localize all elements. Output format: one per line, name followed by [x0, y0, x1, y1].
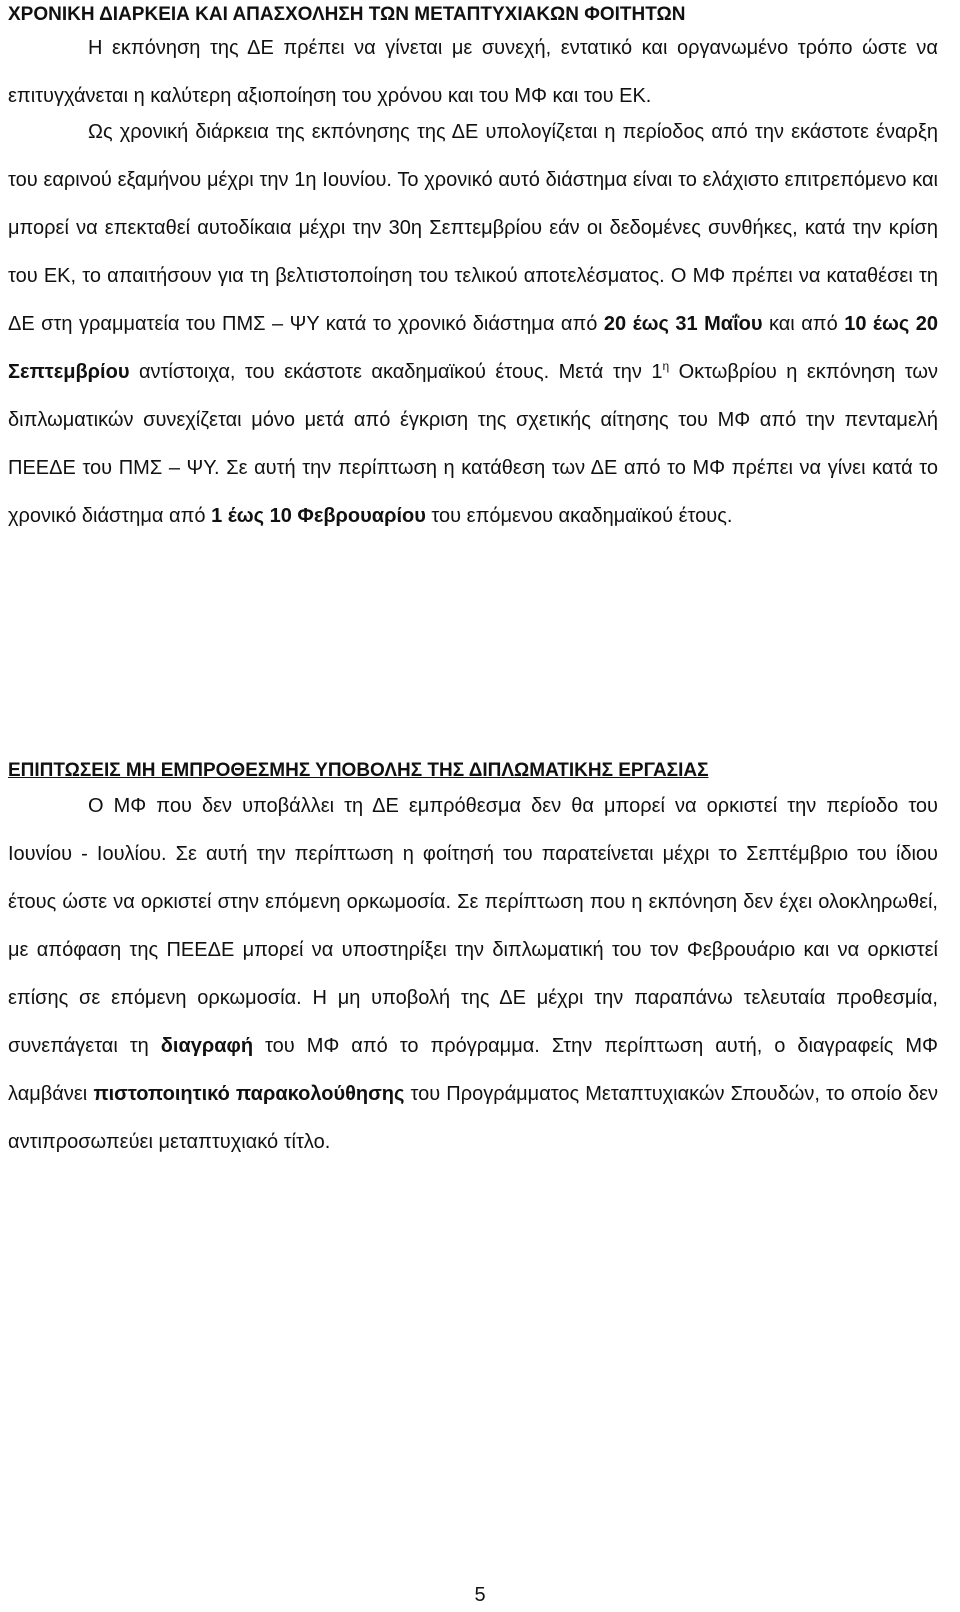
superscript: η	[662, 359, 670, 373]
text-run: αντίστοιχα, του εκάστοτε ακαδημαϊκού έτους. Μετά την 1	[129, 361, 663, 383]
paragraph-intro: Η εκπόνηση της ΔΕ πρέπει να γίνεται με συνεχή, εντατικό και οργανωμένο τρόπο ώστε να επιτυγχάνεται η καλύτερη αξιοποίηση του χρόνου και του ΜΦ και του ΕΚ.	[8, 37, 938, 107]
section-heading-duration: ΧΡΟΝΙΚΗ ΔΙΑΡΚΕΙΑ ΚΑΙ ΑΠΑΣΧΟΛΗΣΗ ΤΩΝ ΜΕΤΑΠΤΥΧΙΑΚΩΝ ΦΟΙΤΗΤΩΝ	[8, 4, 686, 25]
paragraph-duration	[8, 108, 938, 540]
paragraph-late-submission	[8, 782, 938, 1166]
bold-date-may: 20 έως 31 Μαΐου	[603, 313, 763, 335]
bold-term-deletion: διαγραφή	[160, 1035, 254, 1057]
text-run: Ως χρονική διάρκεια της εκπόνησης της ΔΕ υπολογίζεται η περίοδος από την εκάστοτε έναρξη του εαρινού εξαμήνου μέχρι την 1η Ιουνίου. Το χρονικό αυτό διάστημα είναι το ελάχιστο επιτρεπόμενο και μπορεί να επεκταθεί αυτοδίκαια μέχρι την 30η Σεπτεμβρίου εάν οι δεδομένες συνθήκες, κατά την κρίση του ΕΚ, το απαιτήσουν για τη βελτιστοποίηση του τελικού αποτελέσματος. Ο ΜΦ πρέπει να καταθέσει τη ΔΕ στη γραμματεία του ΠΜΣ – ΨΥ κατά το χρονικό διάστημα από	[8, 121, 938, 335]
text-run: και από	[762, 313, 845, 335]
text-run: Ο ΜΦ που δεν υποβάλλει τη ΔΕ εμπρόθεσμα δεν θα μπορεί να ορκιστεί την περίοδο του Ιουνίου - Ιουλίου. Σε αυτή την περίπτωση η φοίτησή του παρατείνεται μέχρι το Σεπτέμβριο του ίδιου έτους ώστε να ορκιστεί στην επόμενη ορκωμοσία. Σε περίπτωση που η εκπόνηση δεν έχει ολοκληρωθεί, με απόφαση της ΠΕΕΔΕ μπορεί να υποστηρίξει την διπλωματική του τον Φεβρουάριο και να ορκιστεί επίσης σε επόμενη ορκωμοσία. Η μη υποβολή της ΔΕ μέχρι την παραπάνω τελευταία προθεσμία, συνεπάγεται τη	[8, 795, 938, 1057]
bold-term-certificate: πιστοποιητικό παρακολούθησης	[93, 1083, 405, 1105]
bold-date-february: 1 έως 10 Φεβρουαρίου	[211, 505, 426, 527]
bold-date-september: 10 έως 20 Σεπτεμβρίου	[8, 313, 938, 383]
page-number: 5	[474, 1584, 486, 1606]
text-run: του Προγράμματος Μεταπτυχιακών Σπουδών, το οποίο δεν αντιπροσωπεύει μεταπτυχιακό τίτλο.	[8, 1083, 938, 1153]
text-run: του επόμενου ακαδημαϊκού έτους.	[425, 505, 733, 527]
text-run: του ΜΦ από το πρόγραμμα. Στην περίπτωση αυτή, ο διαγραφείς ΜΦ λαμβάνει	[8, 1035, 939, 1105]
section-heading-late-submission: ΕΠΙΠΤΩΣΕΙΣ ΜΗ ΕΜΠΡΟΘΕΣΜΗΣ ΥΠΟΒΟΛΗΣ ΤΗΣ ΔΙΠΛΩΜΑΤΙΚΗΣ ΕΡΓΑΣΙΑΣ	[8, 760, 709, 781]
text-run: Οκτωβρίου η εκπόνηση των διπλωματικών συνεχίζεται μόνο μετά από έγκριση της σχετικής αίτησης του ΜΦ από την πενταμελή ΠΕΕΔΕ του ΠΜΣ – ΨΥ. Σε αυτή την περίπτωση η κατάθεση των ΔΕ από το ΜΦ πρέπει να γίνει κατά το χρονικό διάστημα από	[8, 361, 939, 527]
